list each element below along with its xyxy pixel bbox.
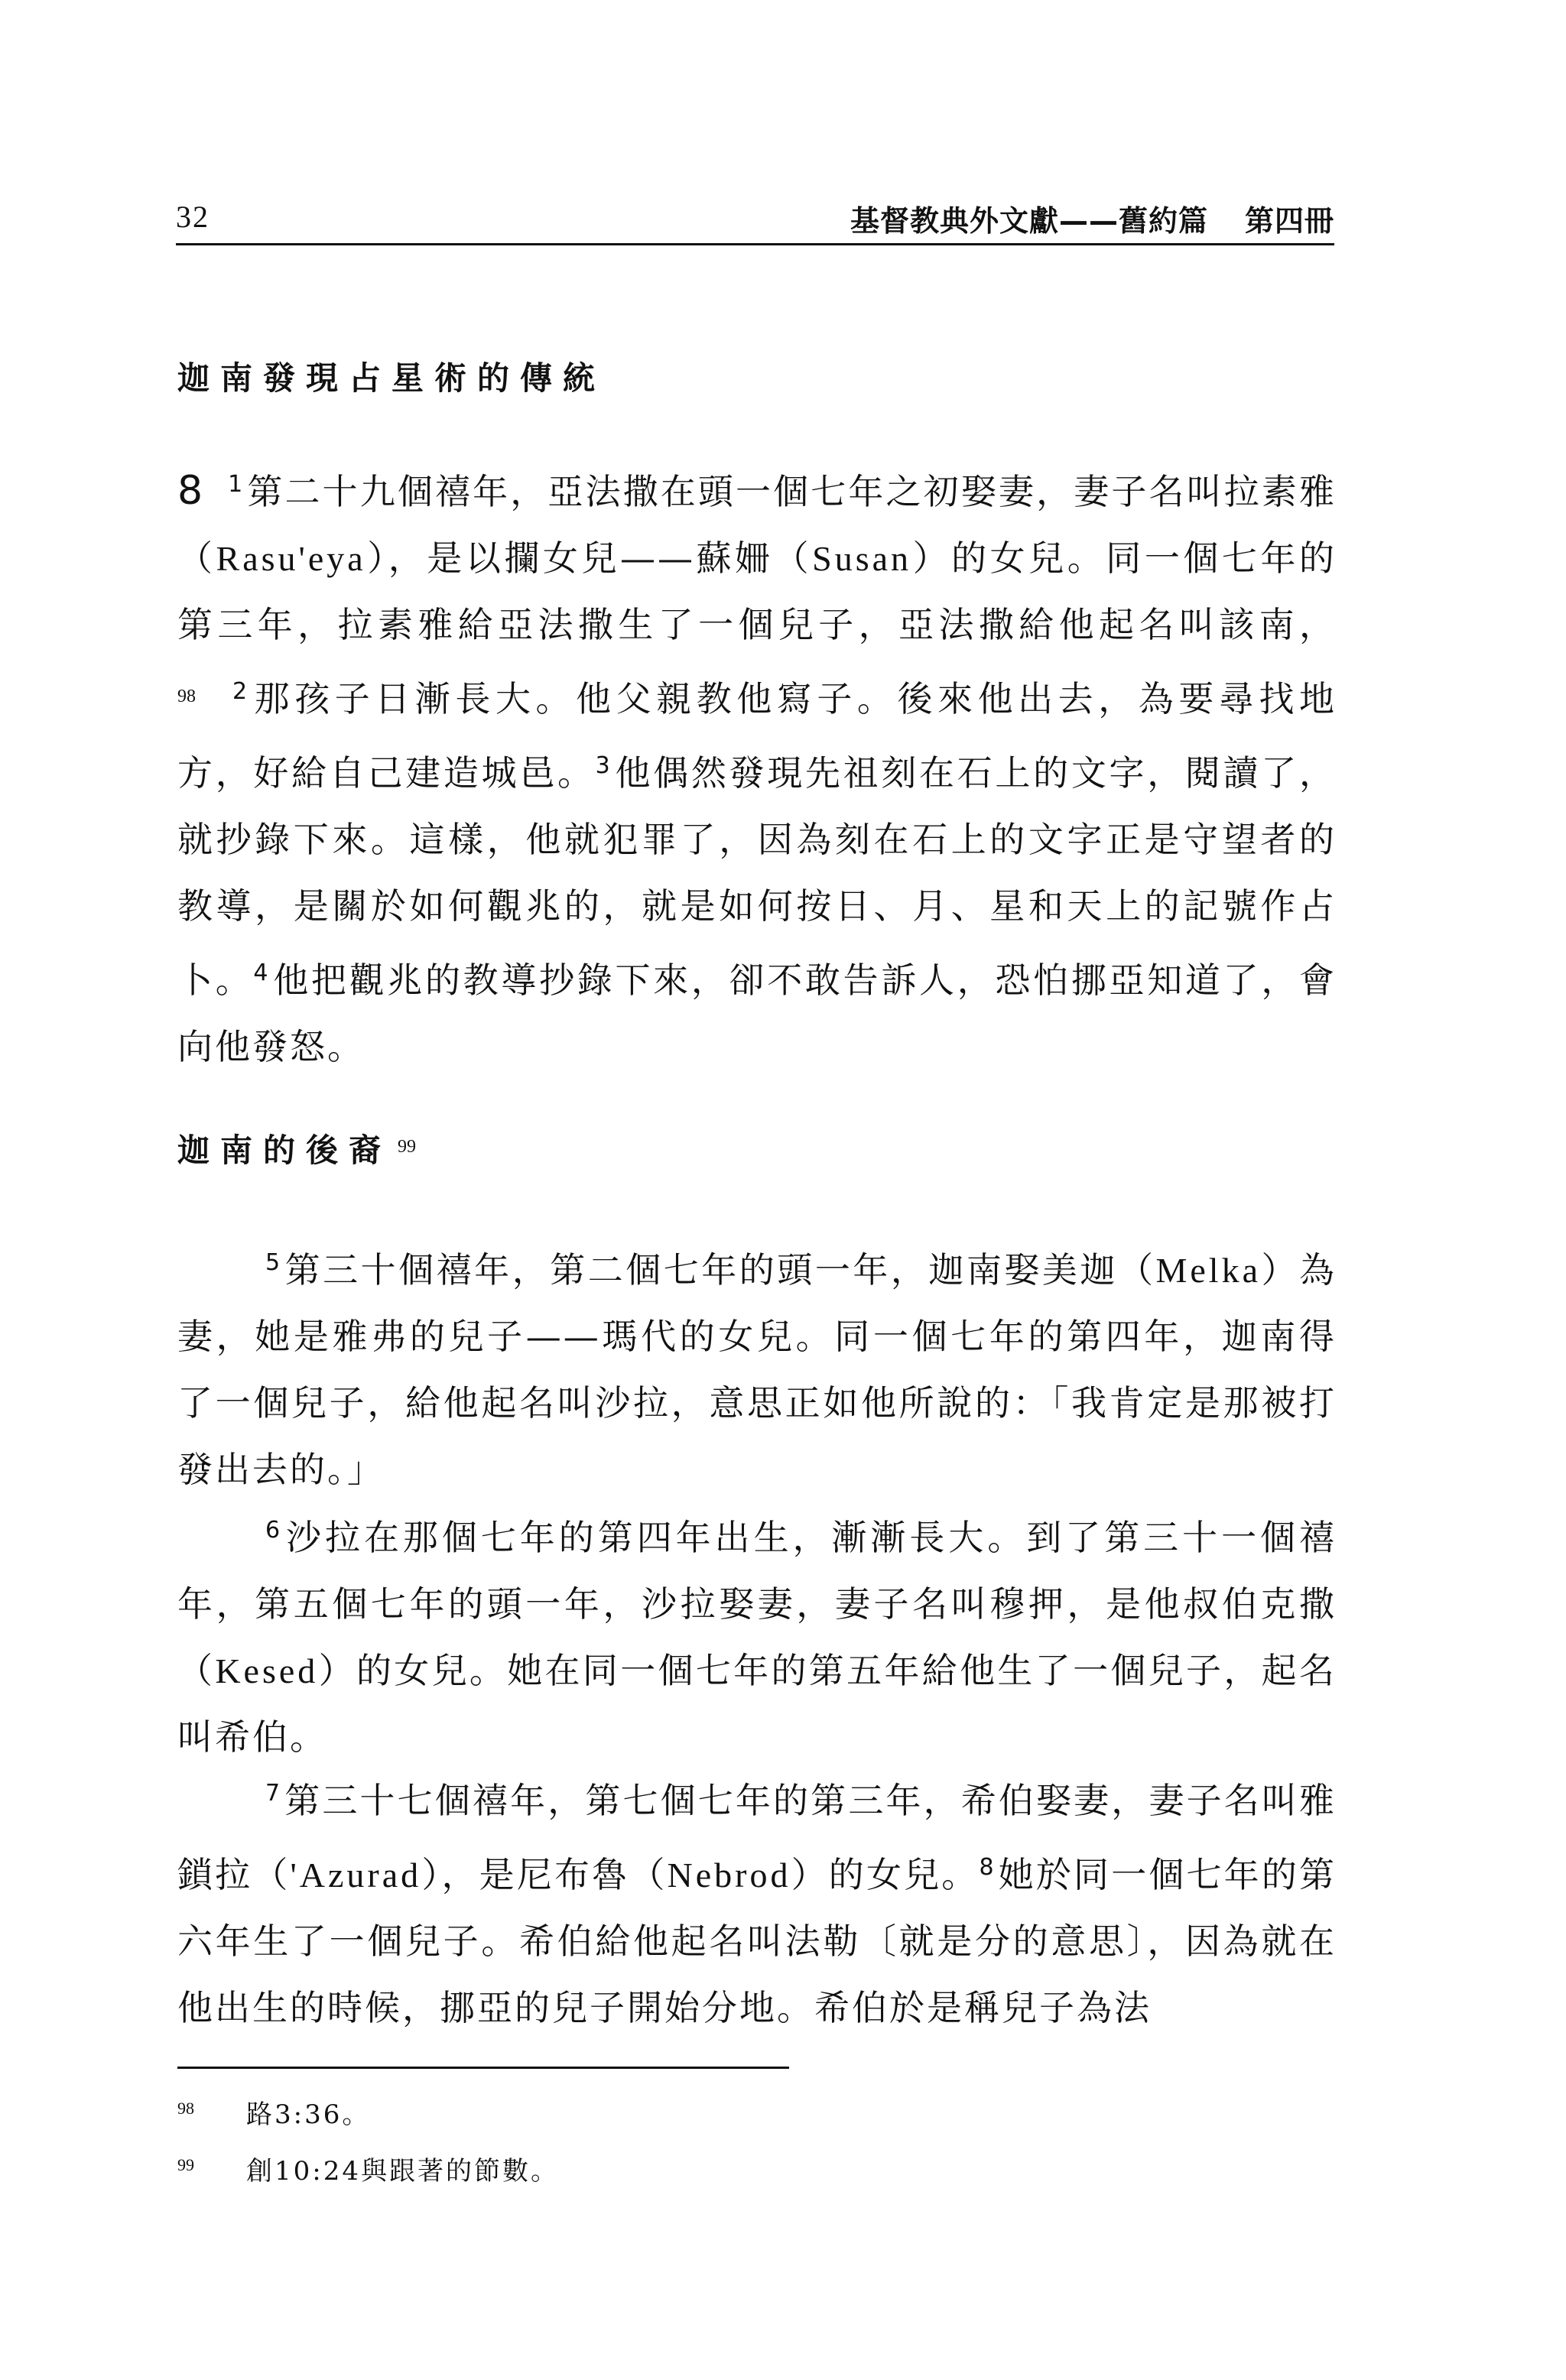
footnote-divider [177, 2067, 789, 2069]
verse-text: 第三十個禧年，第二個七年的頭一年，迦南娶美迦（ [284, 1249, 1156, 1291]
chapter-8-paragraph [177, 451, 1337, 1080]
footnote-reference: 99 [398, 1137, 417, 1157]
verse-number: 3 [595, 752, 610, 779]
verse-number: 2 [232, 678, 248, 705]
transliterated-name: Rasu'eya [216, 539, 366, 578]
footnote-text: 創10:24與跟著的節數。 [246, 2156, 559, 2187]
section-heading-astrology: 迦南發現占星術的傳統 [177, 359, 606, 397]
running-header [176, 197, 1334, 245]
volume-label: 第四冊 [1244, 204, 1334, 238]
footnote-reference: 98 [177, 687, 196, 706]
transliterated-name: Nebrod [667, 1856, 791, 1895]
running-title [850, 197, 1334, 239]
verse-number: 7 [265, 1780, 281, 1807]
verse-text: ）的女兒。她在同一個七年的第五年給他生了一個兒子，起名叫希伯。 [177, 1650, 1337, 1758]
verse-text: ）的女兒。 [791, 1854, 980, 1895]
verse-5-paragraph [177, 1229, 1337, 1503]
footnote-mark: 99 [177, 2155, 194, 2174]
verse-text: ）的女兒。同一個七年的第三年，拉素雅給亞法撒生了一個兒子，亞法撒給他起名叫該南， [177, 537, 1337, 645]
verse-text: 第三十七個禧年，第七個七年的第三年，希伯娶妻，妻子名叫雅鎖拉（ [177, 1780, 1337, 1895]
verse-6-paragraph [177, 1497, 1337, 1771]
verse-text: ）為妻，她是雅弗的兒子——瑪代的女兒。同一個七年的第四年，迦南得了一個兒子，給他起名叫沙拉，意思正如他所說的：「我肯定是那被打發出去的。」 [177, 1249, 1337, 1490]
verse-text: 那孩子日漸長大。他父親教他寫子。後來他出去，為要尋找地方，好給自己建造城邑。 [177, 678, 1337, 794]
page-number: 32 [176, 200, 210, 234]
verse-text: 他偶然發現先祖刻在石上的文字，閱讀了，就抄錄下來。這樣，他就犯罪了，因為刻在石上的文字正是守望者的教導，是關於如何觀兆的，就是如何按日、月、星和天上的記號作占卜。 [177, 752, 1337, 1001]
chapter-number: 8 [177, 468, 206, 514]
verse-text: 第二十九個禧年，亞法撒在頭一個七年之初娶妻，妻子名叫拉素雅（ [177, 471, 1337, 579]
verse-text: 沙拉在那個七年的第四年出生，漸漸長大。到了第三十一個禧年，第五個七年的頭一年，沙拉娶妻，妻子名叫穆押，是他叔伯克撒（ [177, 1517, 1337, 1691]
verse-number: 5 [265, 1249, 281, 1276]
transliterated-name: Kesed [215, 1651, 319, 1690]
book-title: 基督教典外文獻——舊約篇 [850, 204, 1208, 238]
section-heading-descendants [177, 1125, 416, 1171]
verse-text: ），是尼布魯（ [421, 1854, 668, 1895]
verse-text: ），是以攔女兒——蘇姍（ [366, 537, 813, 579]
footnote-98 [177, 2093, 370, 2131]
footnote-99 [177, 2150, 559, 2187]
transliterated-name: Susan [812, 539, 912, 578]
verse-number: 6 [265, 1517, 281, 1544]
footnote-mark: 98 [177, 2099, 194, 2118]
transliterated-name: 'Azurad [290, 1856, 422, 1895]
verse-text: 她於同一個七年的第六年生了一個兒子。希伯給他起名叫法勒〔就是分的意思〕，因為就在他出生的時候，挪亞的兒子開始分地。希伯於是稱兒子為法 [177, 1854, 1337, 2028]
transliterated-name: Melka [1155, 1251, 1261, 1290]
verse-text: 他把觀兆的教導抄錄下來，卻不敢告訴人，恐怕挪亞知道了，會向他發怒。 [177, 959, 1337, 1067]
verse-number: 1 [228, 471, 243, 498]
verse-number: 8 [979, 1854, 994, 1881]
verse-7-paragraph [177, 1760, 1337, 2041]
footnote-text: 路3:36。 [246, 2099, 371, 2130]
verse-number: 4 [253, 959, 268, 986]
section-heading-text: 迦南的後裔 [177, 1132, 392, 1169]
